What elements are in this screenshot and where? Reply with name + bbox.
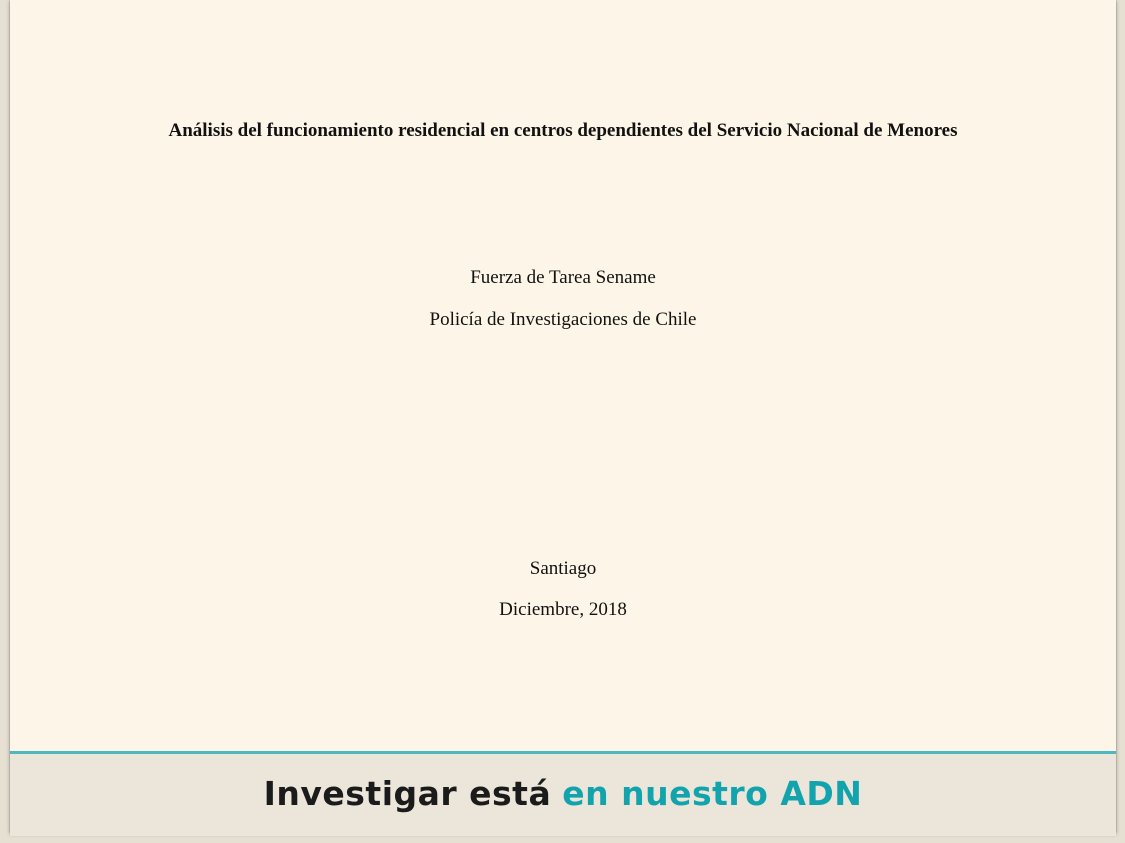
author-unit: Fuerza de Tarea Sename xyxy=(470,267,656,288)
document-title: Análisis del funcionamiento residencial en centros dependientes del Servicio Nacional de Menores xyxy=(168,120,958,141)
author-institution: Policía de Investigaciones de Chile xyxy=(429,309,697,330)
slogan-accent-text: en nuestro ADN xyxy=(562,774,863,813)
footer-slogan xyxy=(10,772,1116,816)
publication-date: Diciembre, 2018 xyxy=(499,599,627,620)
publication-place: Santiago xyxy=(529,558,597,579)
page-footer-banner xyxy=(10,751,1116,836)
document-page xyxy=(10,0,1116,833)
slogan-dark-text: Investigar está xyxy=(263,774,552,813)
